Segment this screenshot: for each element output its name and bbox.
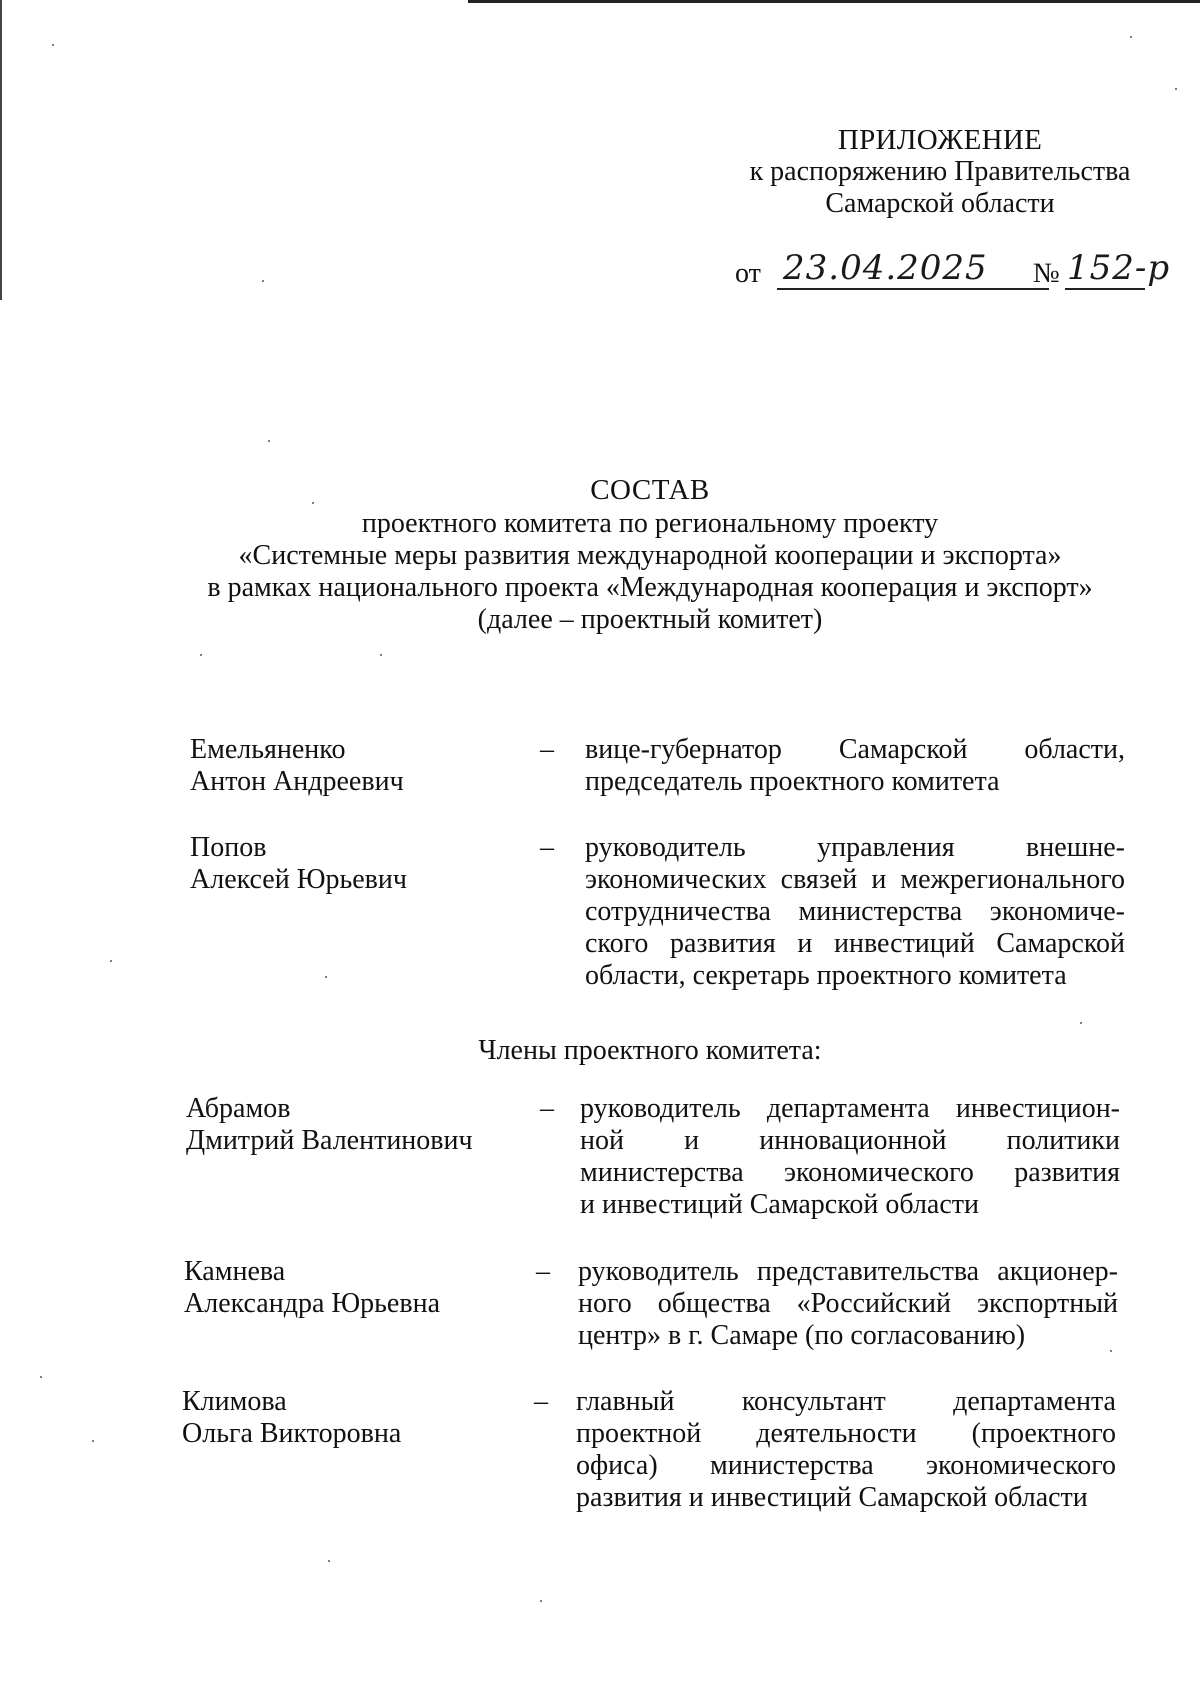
role-line: ного общества «Российский экспортный (578, 1288, 1118, 1319)
person-role (576, 1386, 1116, 1514)
role-line: председатель проектного комитета (585, 766, 1000, 797)
date-number-line (735, 248, 1175, 298)
role-line: ной и инновационной политики (580, 1125, 1120, 1156)
scan-edge-left (0, 0, 2, 300)
person-name (184, 1256, 514, 1320)
person-given-names: Ольга Викторовна (182, 1418, 402, 1449)
scan-speck (1130, 36, 1132, 38)
scan-edge-top (468, 0, 1200, 3)
date-handwritten: 23.04.2025 (783, 248, 988, 288)
heading-title: СОСТАВ (590, 474, 710, 506)
scan-speck (1110, 1350, 1112, 1352)
scan-speck (262, 280, 264, 282)
person-role (578, 1256, 1118, 1352)
heading-line-3: в рамках национального проекта «Международная кооперация и экспорт» (207, 572, 1093, 603)
entry-dash: – (540, 734, 554, 765)
role-line: проектной деятельности (проектного (576, 1418, 1116, 1449)
person-role (585, 832, 1125, 992)
members-heading: Члены проектного комитета: (478, 1035, 822, 1066)
person-role (585, 734, 1125, 798)
entry-dash: – (540, 832, 554, 863)
person-given-names: Александра Юрьевна (184, 1288, 440, 1319)
person-name (186, 1093, 516, 1157)
number-underline (1065, 288, 1145, 290)
role-line: ского развития и инвестиций Самарской (585, 928, 1125, 959)
scan-speck (92, 1440, 94, 1442)
heading-line-2: «Системные меры развития международной кооперации и экспорта» (238, 540, 1062, 571)
role-line: области, секретарь проектного комитета (585, 960, 1067, 991)
person-surname: Климова (182, 1386, 287, 1417)
document-heading (150, 474, 1150, 636)
person-given-names: Алексей Юрьевич (190, 864, 407, 895)
role-line: руководитель департамента инвестицион- (580, 1093, 1120, 1124)
number-prefix: № (1033, 258, 1060, 289)
person-role (580, 1093, 1120, 1221)
appendix-block (700, 124, 1180, 220)
scan-speck (312, 502, 314, 504)
person-given-names: Антон Андреевич (190, 766, 404, 797)
appendix-line-1: к распоряжению Правительства (749, 156, 1131, 187)
entry-dash: – (540, 1093, 554, 1124)
role-line: и инвестиций Самарской области (580, 1189, 979, 1220)
person-name (190, 734, 520, 798)
role-line: вице-губернатор Самарской области, (585, 734, 1125, 765)
appendix-title: ПРИЛОЖЕНИЕ (837, 124, 1043, 156)
person-surname: Абрамов (186, 1093, 291, 1124)
scan-speck (380, 654, 382, 656)
entry-dash: – (536, 1256, 550, 1287)
scan-speck (40, 1376, 42, 1378)
person-given-names: Дмитрий Валентинович (186, 1125, 473, 1156)
scan-speck (325, 976, 327, 978)
scan-speck (1080, 1022, 1082, 1024)
date-prefix: от (735, 258, 761, 289)
number-handwritten: 152-р (1067, 248, 1171, 288)
person-name (182, 1386, 512, 1450)
heading-line-4: (далее – проектный комитет) (477, 604, 823, 635)
scan-speck (328, 1560, 330, 1562)
role-line: министерства экономического развития (580, 1157, 1120, 1188)
role-line: главный консультант департамента (576, 1386, 1116, 1417)
scan-speck (52, 44, 54, 46)
person-surname: Попов (190, 832, 267, 863)
role-line: сотрудничества министерства экономиче- (585, 896, 1125, 927)
scan-speck (268, 440, 270, 442)
role-line: развития и инвестиций Самарской области (576, 1482, 1088, 1513)
heading-line-1: проектного комитета по региональному проекту (361, 508, 939, 539)
person-surname: Емельяненко (190, 734, 346, 765)
role-line: руководитель представительства акционер- (578, 1256, 1118, 1287)
appendix-line-2: Самарской области (825, 188, 1055, 219)
role-line: руководитель управления внешне- (585, 832, 1125, 863)
scan-speck (110, 960, 112, 962)
scan-speck (1175, 88, 1177, 90)
date-underline (777, 288, 1049, 290)
scan-speck (540, 1600, 542, 1602)
person-name (190, 832, 520, 896)
person-surname: Камнева (184, 1256, 286, 1287)
role-line: офиса) министерства экономического (576, 1450, 1116, 1481)
role-line: экономических связей и межрегионального (585, 864, 1125, 895)
scan-speck (200, 654, 202, 656)
role-line: центр» в г. Самаре (по согласованию) (578, 1320, 1026, 1351)
entry-dash: – (534, 1386, 548, 1417)
